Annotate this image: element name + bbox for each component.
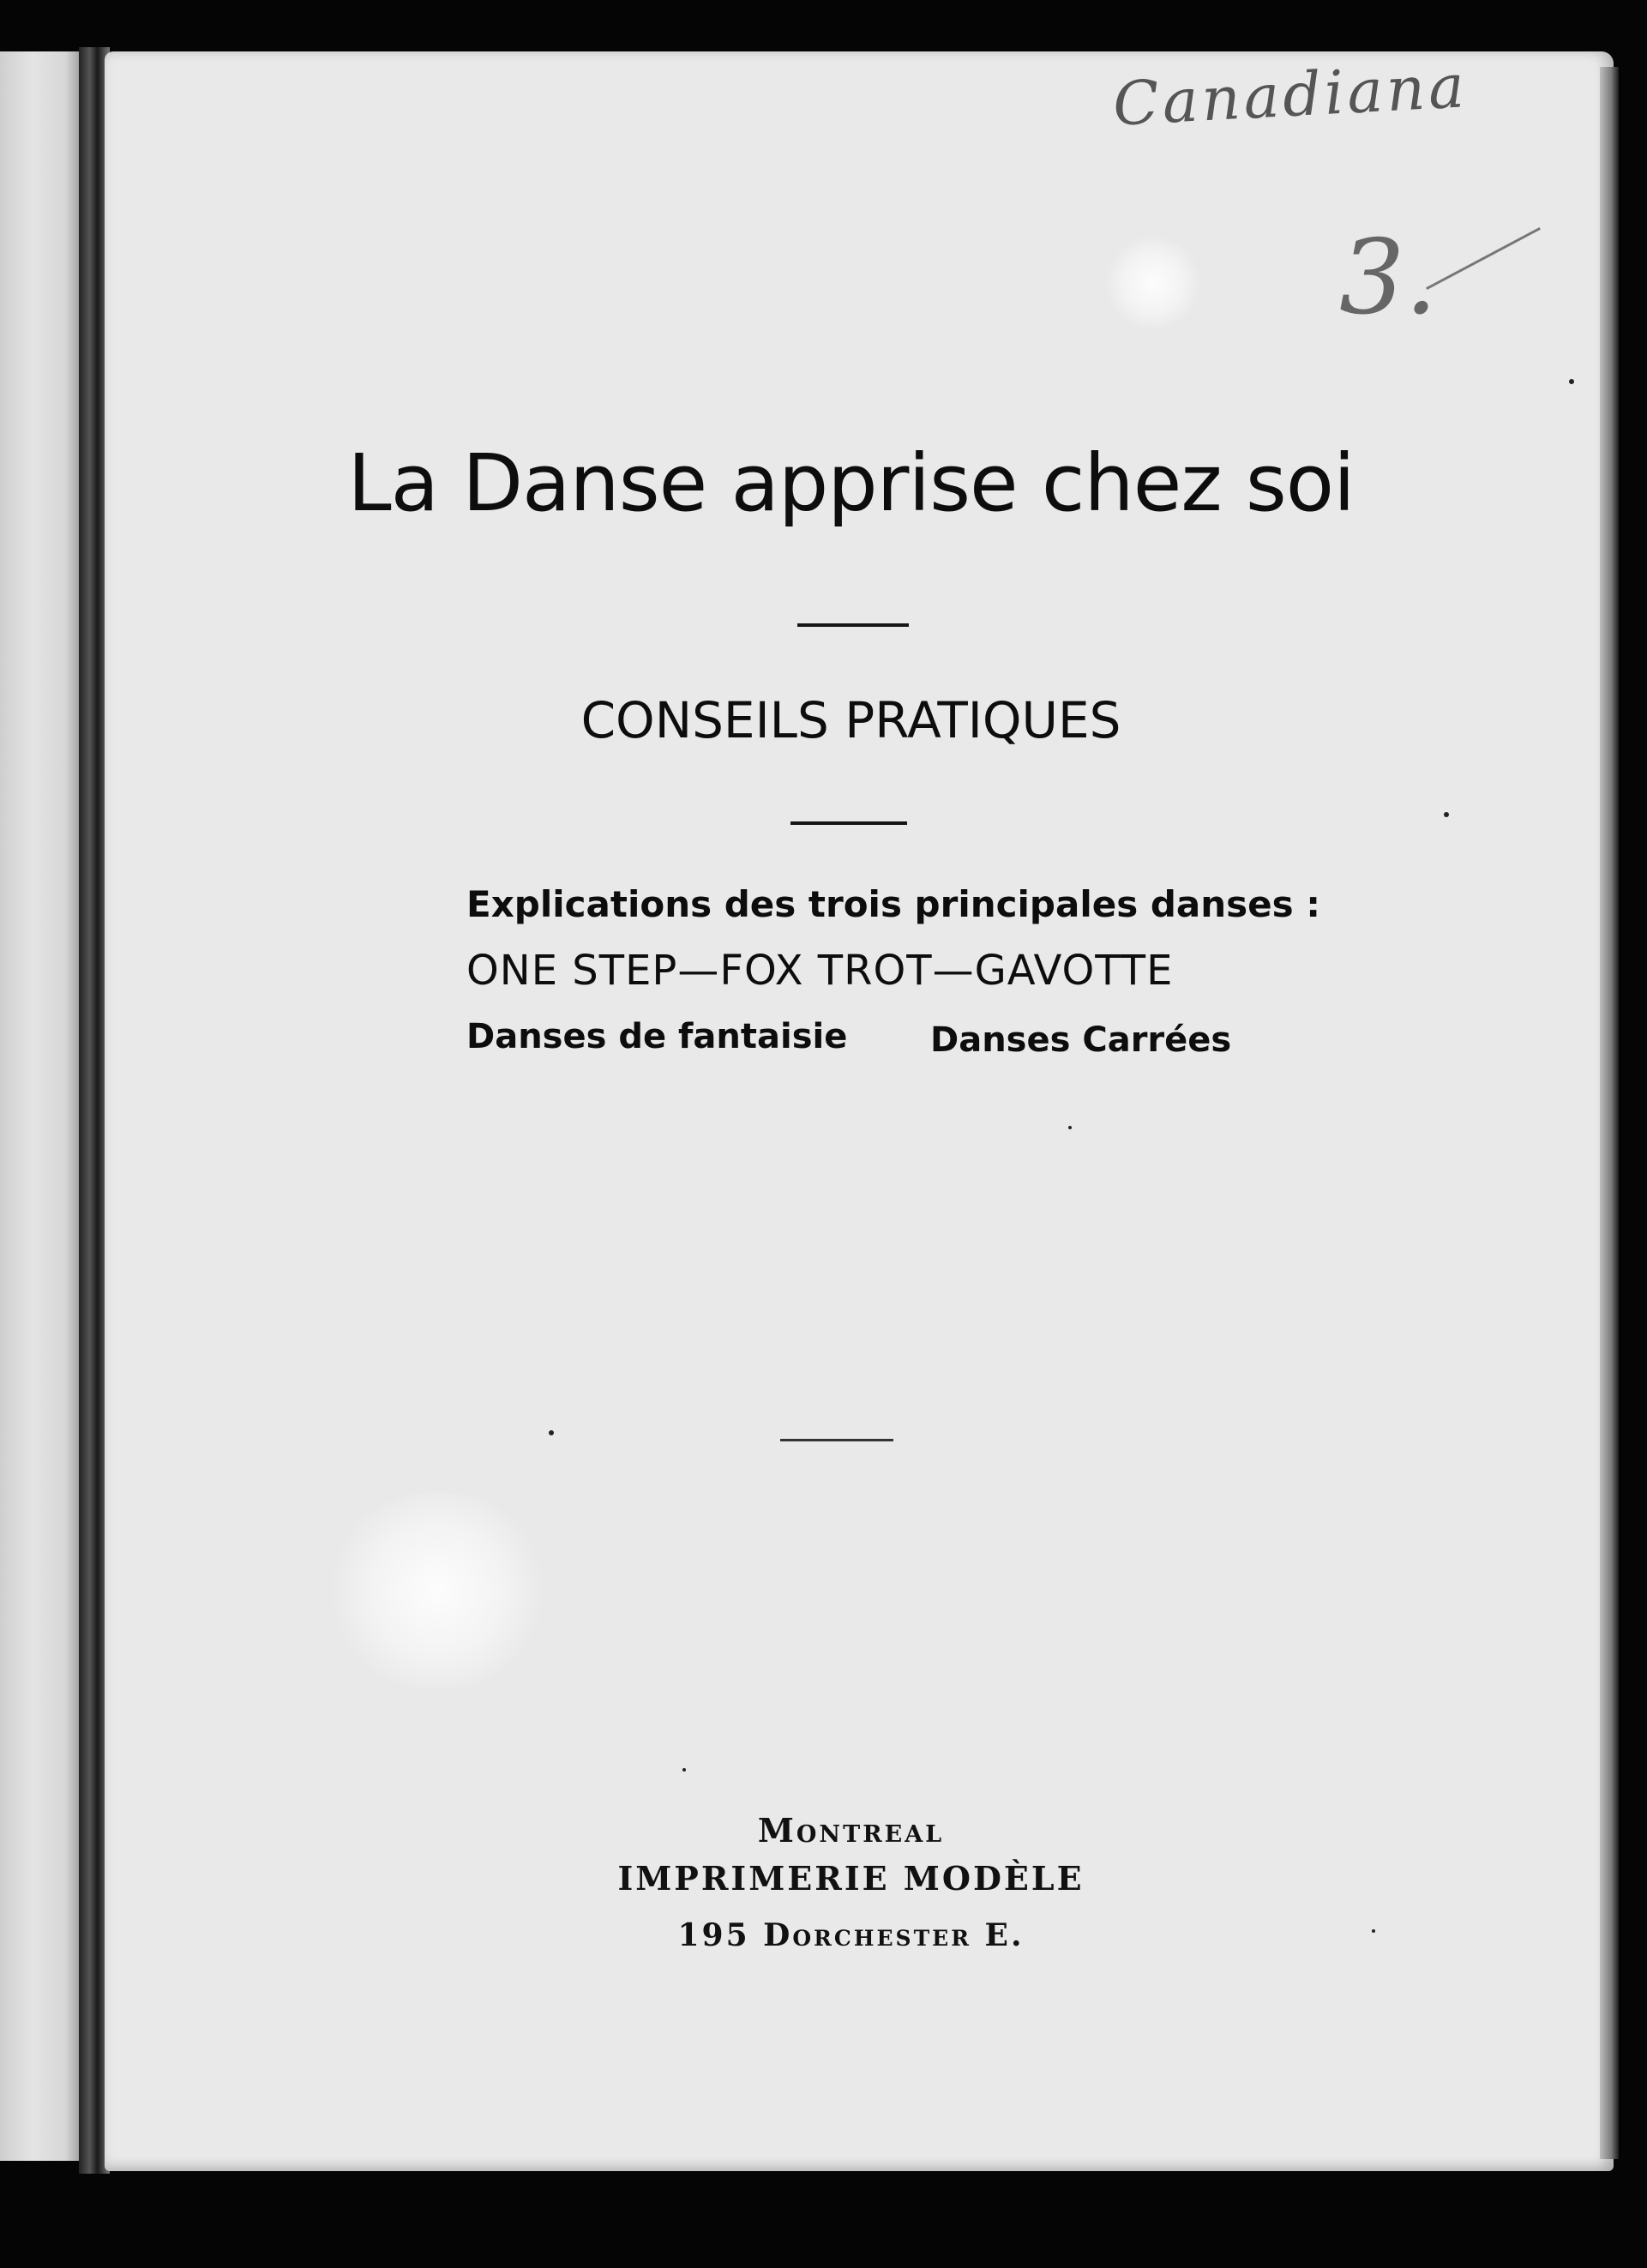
- explanation-line: Explications des trois principales danses :: [466, 883, 1321, 925]
- fantasy-dances-label: Danses de fantaisie: [466, 1017, 848, 1056]
- title-page: [105, 51, 1614, 2171]
- dances-line: ONE STEP—FOX TROT—GAVOTTE: [466, 947, 1174, 995]
- dust-speck: [1372, 1929, 1375, 1933]
- lower-divider: [780, 1439, 893, 1441]
- book-subtitle: CONSEILS PRATIQUES: [580, 691, 1121, 749]
- handwritten-number: 3.: [1339, 219, 1438, 338]
- book-title: La Danse apprise chez soi: [347, 437, 1355, 529]
- imprint-city: Montreal: [757, 1811, 945, 1850]
- dust-speck: [1569, 379, 1574, 384]
- title-divider: [797, 623, 909, 627]
- paper-smudge: [326, 1492, 549, 1689]
- subtitle-divider: [790, 821, 907, 825]
- dust-speck: [549, 1430, 554, 1435]
- paper-smudge: [1106, 236, 1200, 330]
- dust-speck: [1068, 1126, 1072, 1129]
- imprint-address: 195 Dorchester E.: [677, 1917, 1025, 1953]
- square-dances-label: Danses Carrées: [930, 1020, 1232, 1060]
- handwritten-note: Canadiana: [1111, 51, 1470, 140]
- imprint-printer: IMPRIMERIE MODÈLE: [617, 1859, 1085, 1898]
- dust-speck: [682, 1768, 686, 1772]
- dust-speck: [1444, 812, 1449, 817]
